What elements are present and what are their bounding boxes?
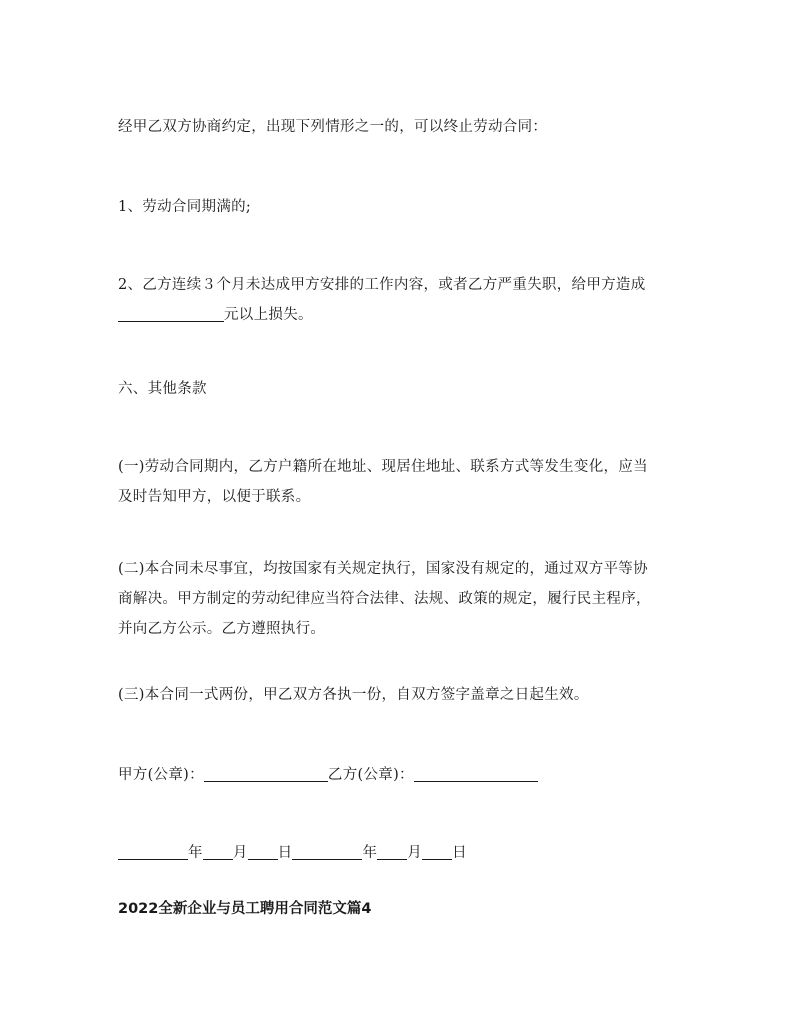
item-1: 1、劳动合同期满的; [118, 199, 252, 215]
party-b-year-blank [292, 843, 362, 860]
intro-text: 经甲乙双方协商约定，出现下列情形之一的，可以终止劳动合同： [118, 119, 548, 135]
party-b-day-blank [422, 843, 452, 860]
party-b-day-label: 日 [452, 845, 467, 861]
amount-blank [118, 305, 224, 322]
clause-2-line-2: 商解决。甲方制定的劳动纪律应当符合法律、法规、政策的规定，履行民主程序， [118, 591, 651, 607]
next-section-heading: 2022全新企业与员工聘用合同范文篇4 [118, 901, 372, 917]
party-a-month-blank [203, 843, 233, 860]
clause-1-line-1: (一)劳动合同期内，乙方户籍所在地址、现居住地址、联系方式等发生变化，应当 [118, 459, 648, 475]
clause-3: (三)本合同一式两份，甲乙双方各执一份，自双方签字盖章之日起生效。 [118, 687, 589, 703]
item-2-suffix: 元以上损失。 [224, 307, 313, 323]
party-a-day-label: 日 [277, 845, 293, 861]
party-a-month-label: 月 [232, 845, 248, 861]
party-b-year-label: 年 [362, 845, 378, 861]
party-a-signature-blank [204, 765, 328, 782]
party-b-signature-blank [414, 765, 538, 782]
party-b-month-label: 月 [407, 845, 423, 861]
item-2-line-1: 2、乙方连续３个月未达成甲方安排的工作内容，或者乙方严重失职，给甲方造成 [118, 277, 646, 293]
clause-2-line-1: (二)本合同未尽事宜，均按国家有关规定执行，国家没有规定的，通过双方平等协 [118, 561, 648, 577]
clause-1-line-2: 及时告知甲方，以便于联系。 [118, 489, 311, 505]
clause-2-line-3: 并向乙方公示。乙方遵照执行。 [118, 621, 326, 637]
item-2-line-2 [118, 300, 680, 330]
party-a-label: 甲方(公章)： [118, 767, 204, 783]
clause-2 [118, 554, 680, 644]
party-a-year-label: 年 [188, 845, 203, 861]
party-a-day-blank [248, 843, 278, 860]
item-2 [118, 270, 680, 330]
party-b-label: 乙方(公章)： [327, 767, 414, 783]
date-line [118, 838, 688, 868]
signature-line [118, 760, 688, 790]
party-a-year-blank [118, 843, 188, 860]
clause-1 [118, 452, 680, 512]
section-6-title: 六、其他条款 [118, 381, 207, 397]
party-b-month-blank [377, 843, 407, 860]
